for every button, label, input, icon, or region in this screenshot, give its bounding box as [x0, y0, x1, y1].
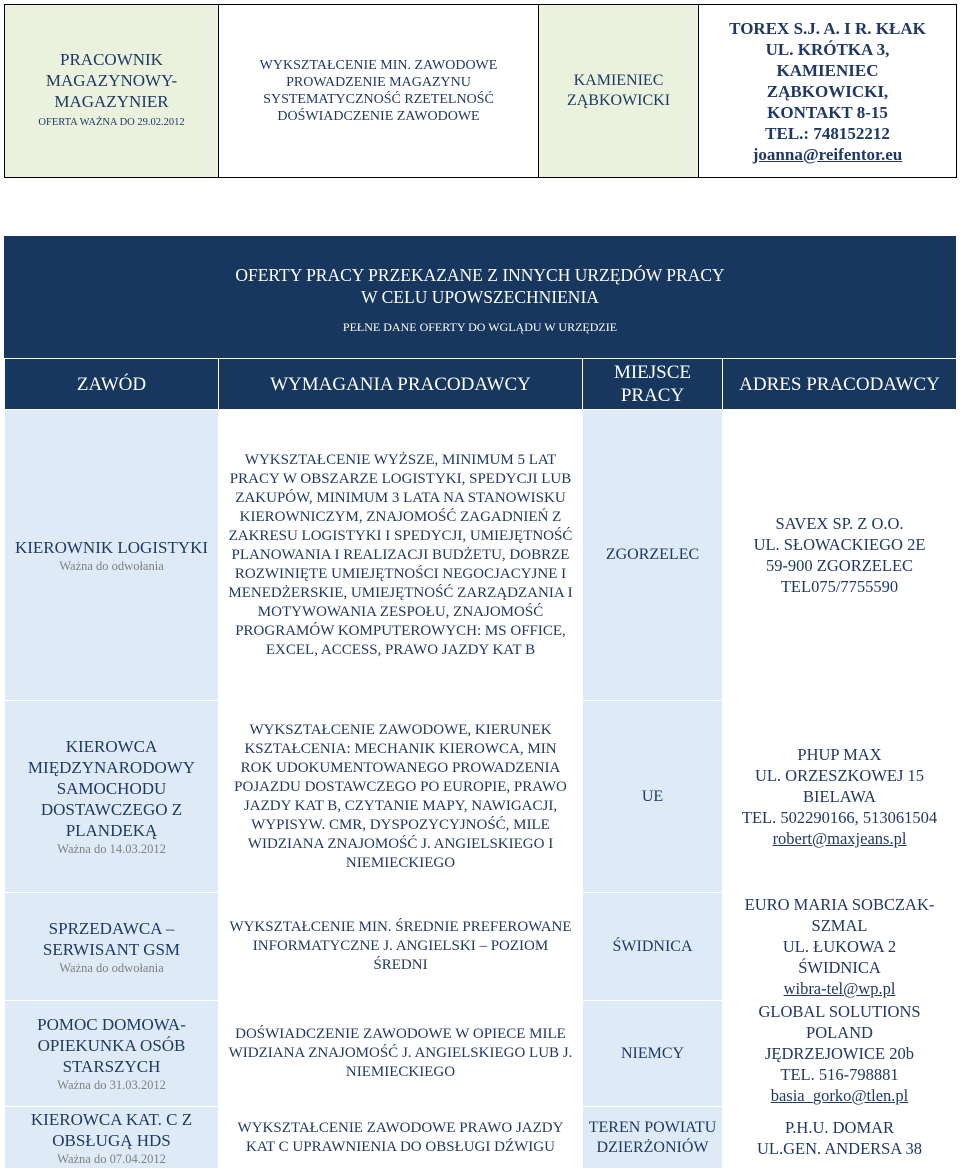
table-row [5, 893, 957, 1001]
employer-cell [723, 701, 957, 893]
employer-cell [723, 1107, 957, 1169]
top-job-cell [5, 5, 219, 178]
valid-until: Ważna do 14.03.2012 [57, 842, 166, 856]
header-employer: ADRES PRACODAWCY [723, 359, 957, 410]
valid-until: Ważna do 07.04.2012 [57, 1151, 166, 1166]
table-row [5, 1001, 957, 1107]
top-offer-table [4, 4, 957, 178]
employer-line: TEL. 502290166, 513061504 [741, 808, 938, 827]
top-location-cell [539, 5, 699, 178]
requirements-cell: WYKSZTAŁCENIE MIN. ŚREDNIE PREFEROWANE INFORMATYCZNE J. ANGIELSKI – POZIOM ŚREDNI [219, 893, 583, 1001]
employer-line: PHUP MAX [797, 745, 882, 764]
top-job-title: PRACOWNIK MAGAZYNOWY-MAGAZYNIER [45, 50, 178, 111]
employer-line: TEL075/7755590 [780, 577, 899, 596]
valid-until: Ważna do odwołania [59, 558, 164, 573]
employer-line: BIELAWA [803, 787, 876, 806]
offers-table [4, 358, 957, 1169]
valid-until: Ważna do 31.03.2012 [57, 1078, 166, 1092]
employer-line: UL. SŁOWACKIEGO 2E [753, 535, 926, 554]
requirements-cell: DOŚWIADCZENIE ZAWODOWE W OPIECE MILE WIDZIANA ZNAJOMOŚĆ J. ANGIELSKIEGO LUB J. NIEMIECKIEGO [219, 1001, 583, 1107]
requirements-cell: WYKSZTAŁCENIE WYŻSZE, MINIMUM 5 LAT PRACY W OBSZARZE LOGISTYKI, SPEDYCJI LUB ZAKUPÓW, MINIMUM 3 LATA NA STANOWISKU KIEROWNICZYM, ZNAJOMOŚĆ ZAGADNIEŃ Z ZAKRESU LOGISTYKI I SPEDYCJI, UMIEJĘTNOŚĆ PLANOWANIA I REALIZACJI BUDŻETU, DOBRZE ROZWINIĘTE UMIEJĘTNOŚCI NEGOCJACYJNE I MENEDŻERSKIE, UMIEJĘTNOŚĆ ZARZĄDZANIA I MOTYWOWANIA ZESPOŁU, ZNAJOMOŚĆ PROGRAMÓW KOMPUTEROWYCH: MS OFFICE, EXCEL, ACCESS, PRAWO JAZDY KAT B [219, 410, 583, 701]
top-employer-line: TEL.: 748152212 [765, 123, 890, 143]
employer-cell [723, 1001, 957, 1107]
top-employer-line: TOREX S.J. A. I R. KŁAK [729, 18, 926, 38]
top-employer-line: KAMIENIEC [776, 60, 879, 80]
employer-line: ŚWIDNICA [798, 958, 881, 977]
table-row [5, 1107, 957, 1169]
header-job: ZAWÓD [5, 359, 219, 410]
employer-line: EURO MARIA SOBCZAK-SZMAL [744, 895, 935, 935]
top-employer-line: KONTAKT 8-15 [767, 102, 888, 122]
top-req-line: PROWADZENIE MAGAZYNU [286, 75, 471, 90]
header-requirements: WYMAGANIA PRACODAWCY [219, 359, 583, 410]
employer-line: P.H.U. DOMAR [784, 1117, 895, 1137]
job-cell [5, 410, 219, 701]
job-title: KIEROWCA KAT. C Z OBSŁUGĄ HDS [30, 1109, 193, 1150]
job-title: KIEROWNIK LOGISTYKI [14, 537, 209, 557]
employer-email[interactable]: wibra-tel@wp.pl [783, 979, 896, 998]
employer-line: SAVEX SP. Z O.O. [775, 514, 904, 533]
requirements-cell: WYKSZTAŁCENIE ZAWODOWE PRAWO JAZDY KAT C UPRAWNIENIA DO OBSŁUGI DŹWIGU [219, 1107, 583, 1169]
job-cell [5, 1001, 219, 1107]
job-title: POMOC DOMOWA-OPIEKUNKA OSÓB STARSZYCH [37, 1015, 186, 1076]
employer-email[interactable]: robert@maxjeans.pl [772, 829, 907, 848]
banner-title-line: OFERTY PRACY PRZEKAZANE Z INNYCH URZĘDÓW PRACY [235, 265, 725, 285]
employer-line: UL. ŁUKOWA 2 [782, 937, 897, 956]
employer-cell [723, 893, 957, 1001]
employer-line: 59-900 ZGORZELEC [765, 556, 914, 575]
top-employer-line: UL. KRÓTKA 3, [765, 39, 890, 59]
top-req-line: SYSTEMATYCZNOŚĆ RZETELNOŚĆ [263, 92, 494, 107]
top-employer-email[interactable]: joanna@reifentor.eu [752, 144, 903, 164]
table-row [5, 410, 957, 701]
top-valid-until: OFERTA WAŻNA DO 29.02.2012 [38, 117, 185, 128]
top-req-line: DOŚWIADCZENIE ZAWODOWE [277, 109, 480, 124]
location-cell: ZGORZELEC [583, 410, 723, 701]
employer-line: UL.GEN. ANDERSA 38 [756, 1138, 922, 1158]
job-cell [5, 1107, 219, 1169]
location-cell: ŚWIDNICA [583, 893, 723, 1001]
job-cell [5, 701, 219, 893]
top-employer-line: ZĄBKOWICKI, [766, 81, 889, 101]
employer-cell [723, 410, 957, 701]
job-title: KIEROWCA MIĘDZYNARODOWY SAMOCHODU DOSTAWCZEGO Z PLANDEKĄ [27, 737, 196, 840]
table-header-row [5, 359, 957, 410]
top-employer-cell [699, 5, 957, 178]
offers-banner [4, 236, 956, 358]
header-location: MIEJSCE PRACY [583, 359, 723, 410]
top-req-line: WYKSZTAŁCENIE MIN. ZAWODOWE [259, 58, 498, 73]
top-requirements-cell [219, 5, 539, 178]
banner-title [4, 264, 956, 308]
table-row [5, 701, 957, 893]
employer-email[interactable]: basia_gorko@tlen.pl [770, 1086, 909, 1105]
job-cell [5, 893, 219, 1001]
employer-line: UL. ORZESZKOWEJ 15 [754, 766, 925, 785]
employer-line: TEL. 516-798881 [780, 1065, 899, 1084]
employer-line: JĘDRZEJOWICE 20b [765, 1044, 914, 1063]
top-location: KAMIENIEC ZĄBKOWICKI [566, 72, 671, 109]
requirements-cell: WYKSZTAŁCENIE ZAWODOWE, KIERUNEK KSZTAŁCENIA: MECHANIK KIEROWCA, MIN ROK UDOKUMENTOWANEGO PROWADZENIA POJAZDU DOSTAWCZEGO PO EUROPIE, PRAWO JAZDY KAT B, CZYTANIE MAPY, NAWIGACJI, WYPISYW. CMR, DYSPOZYCYJNOŚĆ, MILE WIDZIANA ZNAJOMOŚĆ J. ANGIELSKIEGO I NIEMIECKIEGO [219, 701, 583, 893]
banner-title-line: W CELU UPOWSZECHNIENIA [361, 287, 599, 307]
job-title: SPRZEDAWCA – SERWISANT GSM [42, 918, 181, 959]
banner-subtitle: PEŁNE DANE OFERTY DO WGLĄDU W URZĘDZIE [342, 320, 618, 334]
valid-until: Ważna do odwołania [59, 960, 164, 975]
location-cell: NIEMCY [583, 1001, 723, 1107]
employer-line: GLOBAL SOLUTIONS POLAND [758, 1002, 921, 1042]
location-cell: TEREN POWIATU DZIERŻONIÓW [583, 1107, 723, 1169]
location-cell: UE [583, 701, 723, 893]
